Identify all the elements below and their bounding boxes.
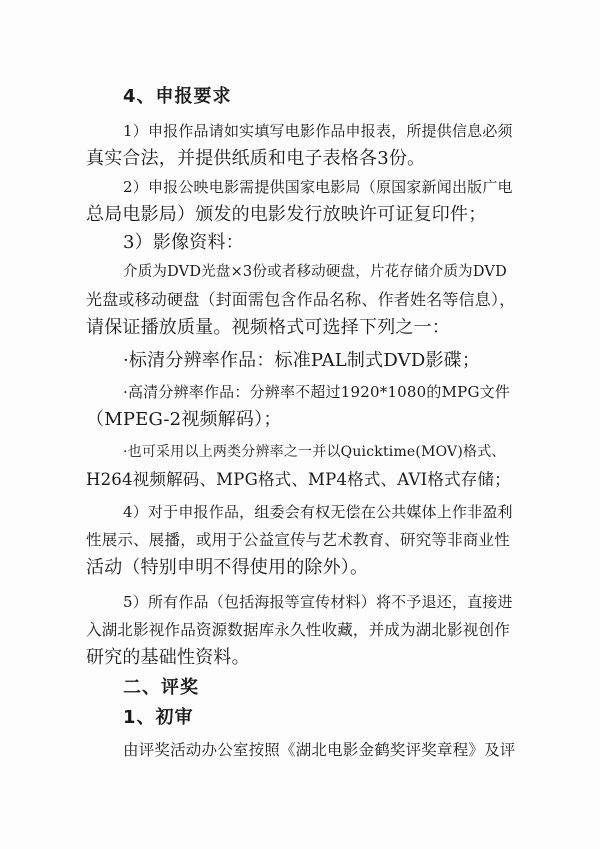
section-heading-application-requirements: 4、申报要求	[123, 86, 232, 107]
paragraph-line: 5）所有作品（包括海报等宣传材料）将不予退还，直接进	[123, 593, 513, 611]
subsection-heading-preliminary-review: 1、初审	[123, 707, 194, 728]
paragraph-line: 研究的基础性资料。	[86, 647, 250, 668]
paragraph-line: H264视频解码、MPG格式、MP4格式、AVI格式存储；	[86, 470, 511, 489]
list-item: ·高清分辨率作品：分辨率不超过1920*1080的MPG文件	[123, 383, 511, 401]
paragraph-line: 3）影像资料：	[123, 232, 244, 253]
paragraph-line: 活动（特别申明不得使用的除外）。	[86, 557, 369, 578]
paragraph-line: 请保证播放质量。视频格式可选择下列之一：	[86, 317, 450, 338]
paragraph-line: 1）申报作品请如实填写电影作品申报表，所提供信息必须	[123, 122, 513, 140]
paragraph-line: 2）申报公映电影需提供国家电影局（原国家新闻出版广电	[123, 178, 513, 196]
list-item: ·标清分辨率作品：标准PAL制式DVD影碟；	[123, 350, 481, 371]
paragraph-line: （MPEG-2视频解码）；	[86, 409, 282, 430]
paragraph-line: 由评奖活动办公室按照《湖北电影金鹤奖评奖章程》及评	[123, 741, 516, 759]
paragraph-line: 4）对于申报作品，组委会有权无偿在公共媒体上作非盈利	[123, 503, 513, 521]
section-heading-awards: 二、评奖	[123, 677, 199, 698]
paragraph-line: 介质为DVD光盘×3份或者移动硬盘，片花存储介质为DVD	[123, 264, 507, 280]
paragraph-line: 性展示、展播，或用于公益宣传与艺术教育、研究等非商业性	[86, 531, 510, 549]
paragraph-line: 真实合法，并提供纸质和电子表格各3份。	[86, 148, 426, 169]
paragraph-line: 总局电影局）颁发的电影发行放映许可证复印件；	[86, 204, 487, 225]
paragraph-line: 光盘或移动硬盘（封面需包含作品名称、作者姓名等信息），	[86, 290, 516, 309]
paragraph-line: 入湖北影视作品资源数据库永久性收藏，并成为湖北影视创作	[86, 621, 510, 639]
list-item: ·也可采用以上两类分辨率之一并以Quicktime(MOV)格式、	[123, 444, 506, 460]
